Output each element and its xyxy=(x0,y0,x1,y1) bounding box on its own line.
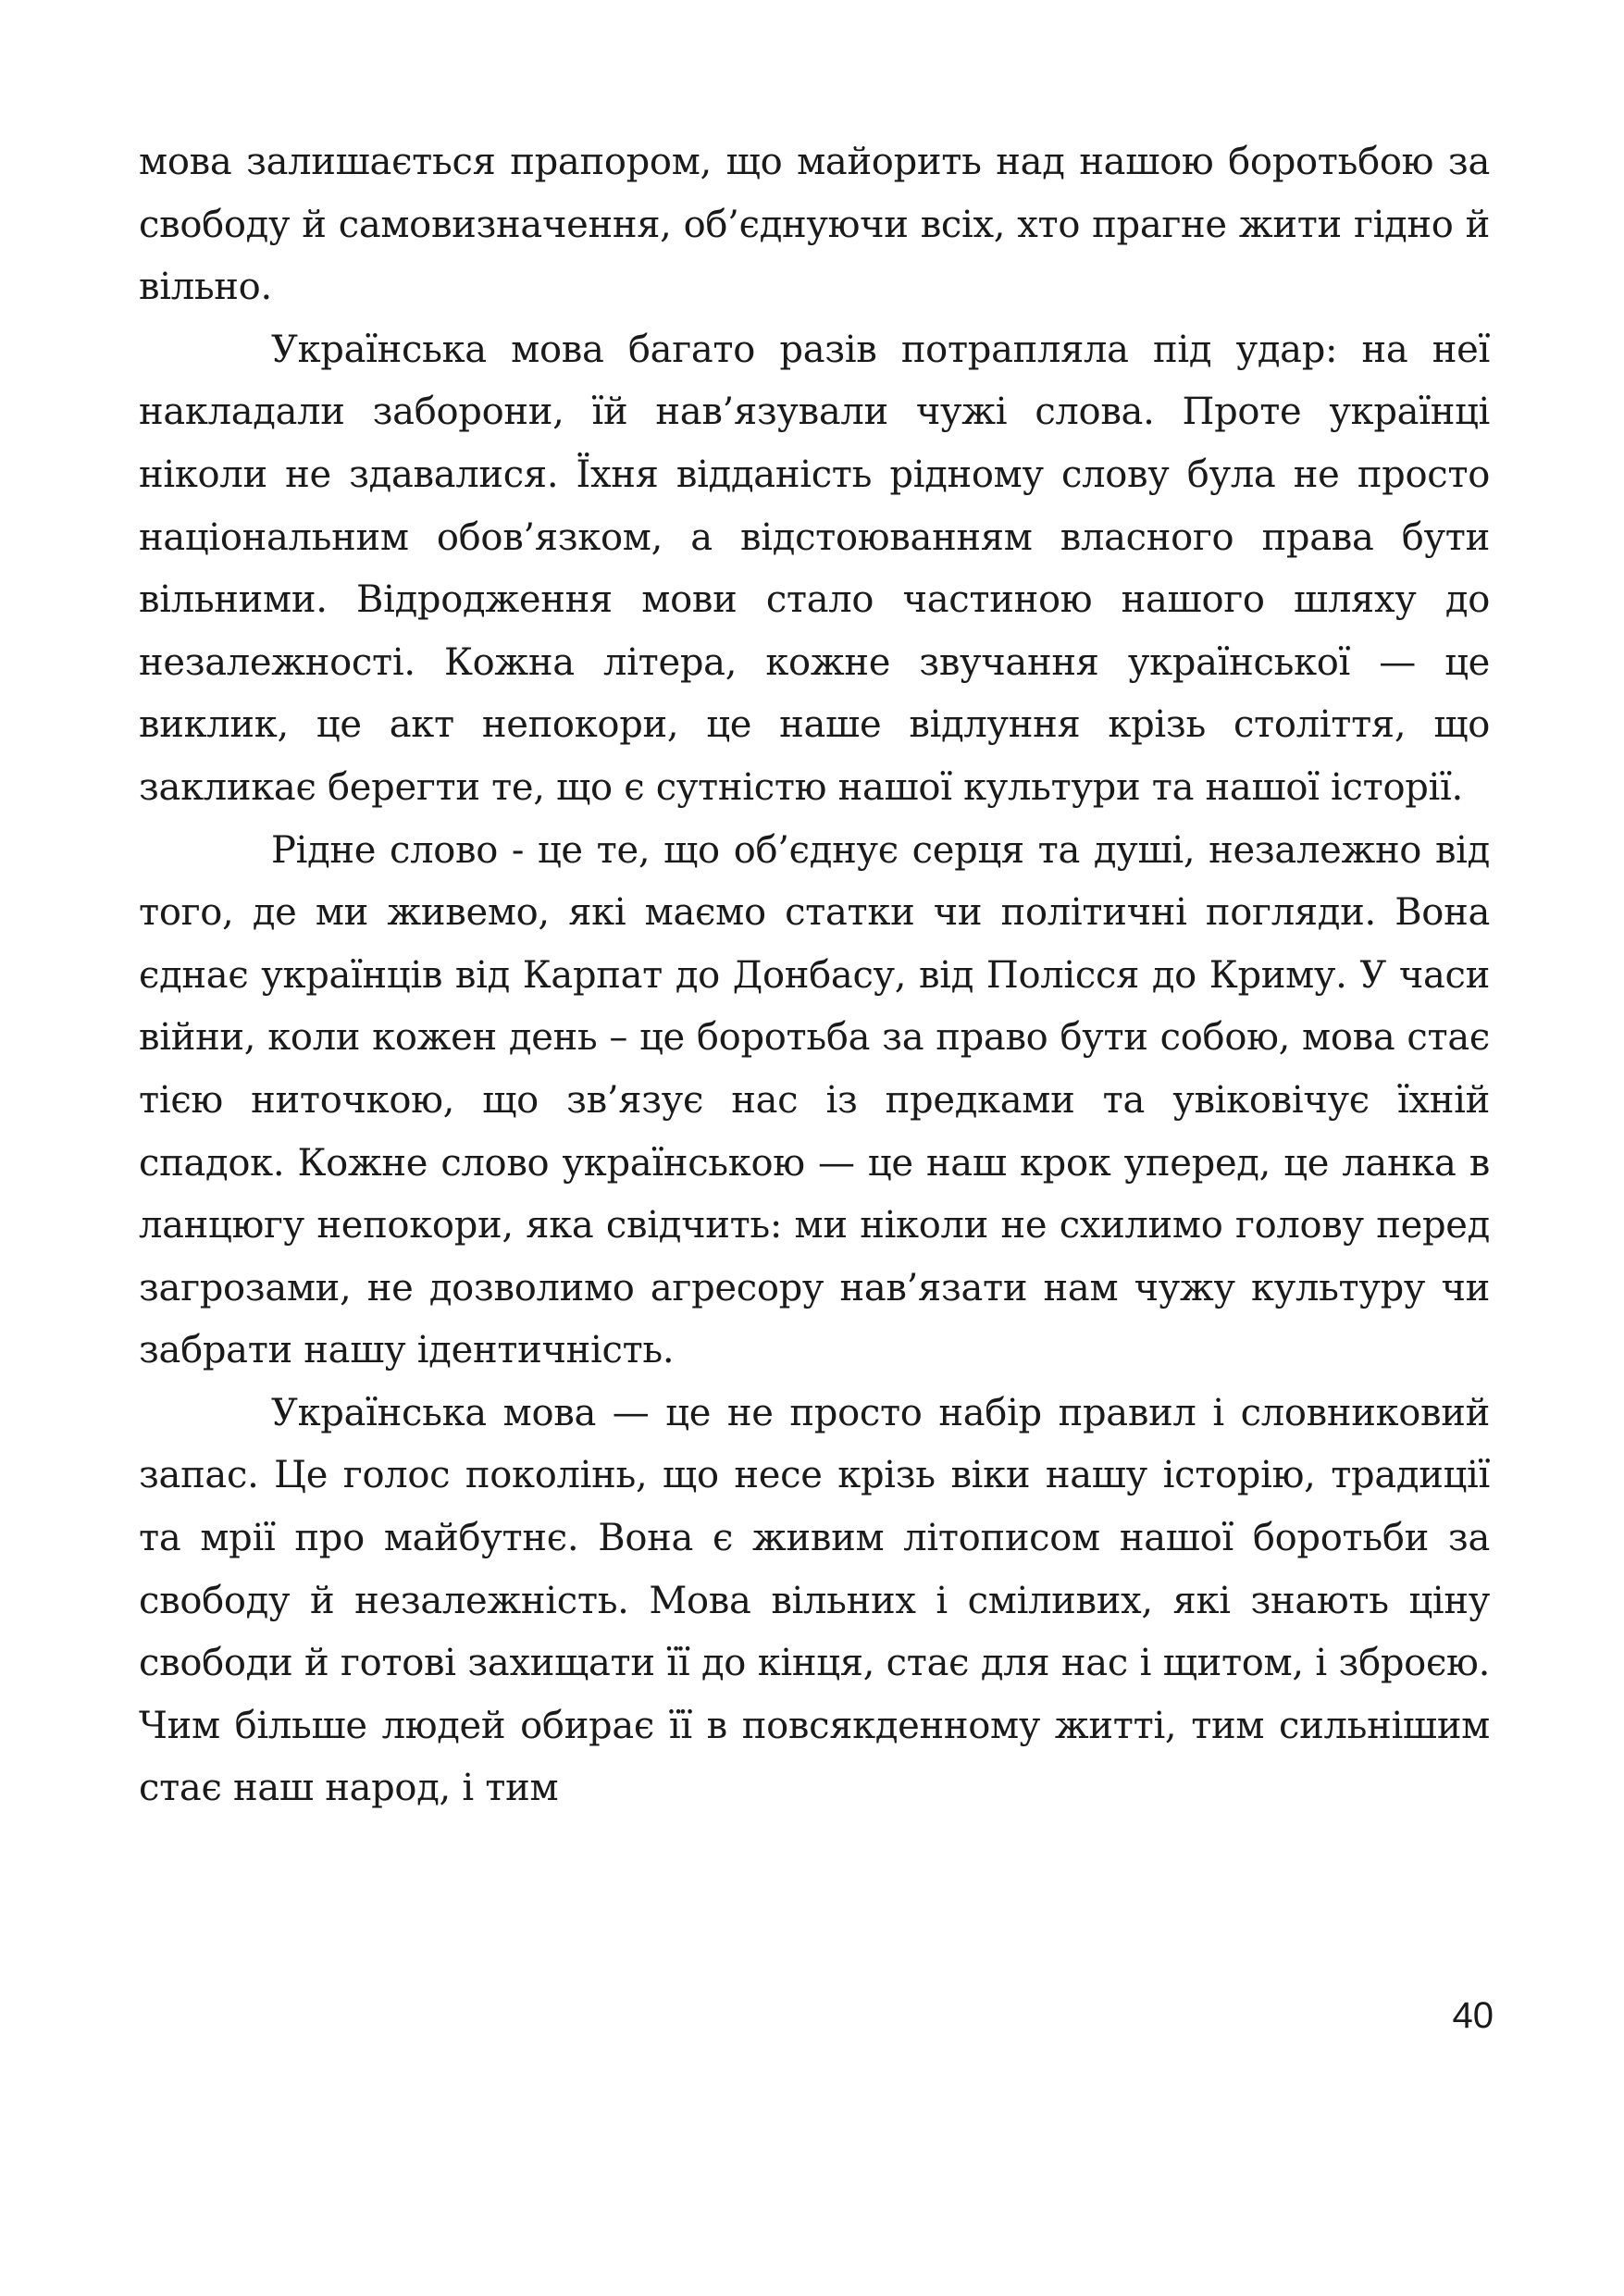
paragraph: Українська мова — це не просто набір правил і словниковий запас. Це голос поколінь, що несе крізь віки нашу історію, традиції та мрії про майбутнє. Вона є живим літописом нашої боротьби за свободу й незалежність. Мова вільних і сміливих, які знають ціну свободи й готові захищати її до кінця, стає для нас і щитом, і зброєю. Чим більше людей обирає її в повсякденному житті, тим сильнішим стає наш народ, і тим xyxy=(139,1391,1490,1810)
paragraph: Українська мова багато разів потрапляла під удар: на неї накладали заборони, їй нав’язували чужі слова. Проте українці ніколи не здавалися. Їхня відданість рідному слову була не просто національним обов’язком, а відстоюванням власного права бути вільними. Відродження мови стало частиною нашого шляху до незалежності. Кожна літера, кожне звучання української — це виклик, це акт непокори, це наше відлуння крізь століття, що закликає берегти те, що є сутністю нашої культури та нашої історії. xyxy=(139,328,1490,809)
page-number: 40 xyxy=(1452,1995,1494,2036)
paragraph-continuation: мова залишається прапором, що майорить над нашою боротьбою за свободу й самовизначення, об’єднуючи всіх, хто прагне жити гідно й вільно. xyxy=(139,141,1490,309)
body-text xyxy=(139,131,1490,1820)
paragraph: Рідне слово - це те, що об’єднує серця та душі, незалежно від того, де ми живемо, які маємо статки чи політичні погляди. Вона єднає українців від Карпат до Донбасу, від Полісся до Криму. У часи війни, коли кожен день – це боротьба за право бути собою, мова стає тією ниточкою, що зв’язує нас із предками та увіковічує їхній спадок. Кожне слово українською — це наш крок уперед, це ланка в ланцюгу непокори, яка свідчить: ми ніколи не схилимо голову перед загрозами, не дозволимо агресору нав’язати нам чужу культуру чи забрати нашу ідентичність. xyxy=(139,828,1490,1372)
